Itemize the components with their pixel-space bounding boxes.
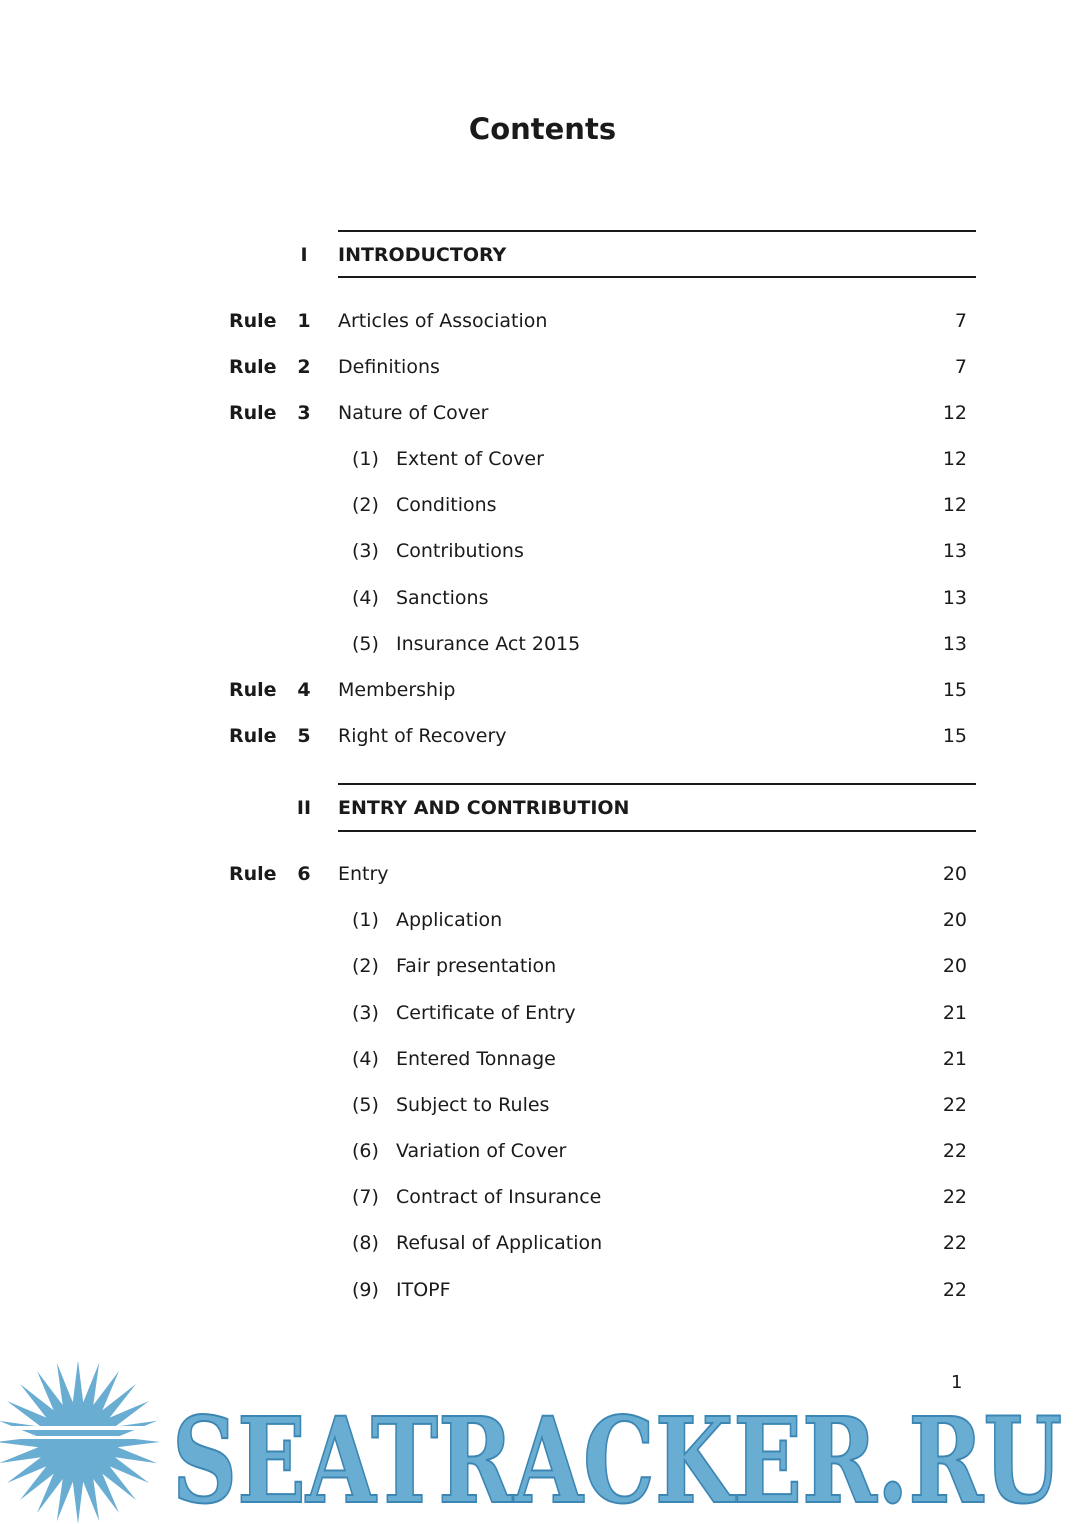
toc-subentry[interactable] [0,1090,1080,1120]
subentry-title: Subject to Rules [396,1094,550,1116]
rule-label: Rule [229,356,277,378]
toc-entry[interactable] [0,859,1080,889]
subentry-title: Contract of Insurance [396,1186,602,1208]
entry-title: Articles of Association [338,310,548,332]
toc-subentry[interactable] [0,444,1080,474]
page-title: Contents [468,112,617,146]
toc-subentry[interactable] [0,536,1080,566]
page-number: 15 [942,725,967,747]
toc-subentry[interactable] [0,629,1080,659]
toc-entry[interactable] [0,721,1080,751]
toc-entry[interactable] [0,398,1080,428]
section-top-rule [338,783,976,785]
toc-subentry[interactable] [0,951,1080,981]
subentry-title: Contributions [396,540,524,562]
subentry-title: Variation of Cover [396,1140,567,1162]
page-number: 12 [942,402,967,424]
subentry-number: (8) [352,1232,379,1254]
subentry-number: (3) [352,1002,379,1024]
subentry-title: Refusal of Application [396,1232,603,1254]
subentry-number: (1) [352,909,379,931]
subentry-title: Conditions [396,494,497,516]
subentry-title: Sanctions [396,587,489,609]
page-number: 13 [942,633,967,655]
toc-entry[interactable] [0,352,1080,382]
subentry-title: Application [396,909,503,931]
page-number: 7 [954,356,967,378]
subentry-title: Fair presentation [396,955,557,977]
toc-entry[interactable] [0,306,1080,336]
subentry-number: (6) [352,1140,379,1162]
entry-title: Nature of Cover [338,402,489,424]
page-number: 20 [942,909,967,931]
section-bottom-rule [338,276,976,278]
page-number: 20 [942,863,967,885]
toc-subentry[interactable] [0,1136,1080,1166]
rule-number: 5 [297,725,311,747]
page-number: 20 [942,955,967,977]
page-number: 22 [942,1186,967,1208]
section-title: ENTRY AND CONTRIBUTION [338,797,630,819]
page-number: 21 [942,1048,967,1070]
toc-subentry[interactable] [0,1275,1080,1305]
page-number: 12 [942,494,967,516]
section-title: INTRODUCTORY [338,244,507,266]
page-number: 22 [942,1140,967,1162]
page-number: 22 [942,1279,967,1301]
subentry-number: (2) [352,955,379,977]
entry-title: Entry [338,863,389,885]
entry-title: Right of Recovery [338,725,507,747]
subentry-number: (9) [352,1279,379,1301]
page-number: 21 [942,1002,967,1024]
subentry-title: Entered Tonnage [396,1048,556,1070]
subentry-number: (2) [352,494,379,516]
rule-label: Rule [229,310,277,332]
watermark-logo [0,1362,1080,1524]
rule-label: Rule [229,679,277,701]
section-numeral: I [300,244,308,266]
rule-number: 3 [297,402,311,424]
toc-subentry[interactable] [0,905,1080,935]
subentry-title: Certificate of Entry [396,1002,576,1024]
section-bottom-rule [338,830,976,832]
page-number: 12 [942,448,967,470]
toc-subentry[interactable] [0,490,1080,520]
page-number: 22 [942,1094,967,1116]
subentry-title: Insurance Act 2015 [396,633,581,655]
section-numeral: II [296,797,312,819]
page-folio: 1 [951,1372,963,1393]
page-number: 13 [942,540,967,562]
toc-subentry[interactable] [0,1228,1080,1258]
toc-subentry[interactable] [0,998,1080,1028]
toc-entry[interactable] [0,675,1080,705]
page-number: 13 [942,587,967,609]
entry-title: Definitions [338,356,440,378]
sun-burst-icon [0,1362,165,1524]
page-number: 15 [942,679,967,701]
rule-number: 4 [297,679,311,701]
rule-number: 2 [297,356,311,378]
toc-subentry[interactable] [0,1182,1080,1212]
page-number: 22 [942,1232,967,1254]
rule-label: Rule [229,402,277,424]
subentry-number: (5) [352,633,379,655]
subentry-number: (4) [352,587,379,609]
toc-subentry[interactable] [0,1044,1080,1074]
page-number: 7 [954,310,967,332]
rule-label: Rule [229,863,277,885]
subentry-number: (3) [352,540,379,562]
rule-label: Rule [229,725,277,747]
subentry-number: (1) [352,448,379,470]
subentry-title: ITOPF [396,1279,451,1301]
subentry-number: (4) [352,1048,379,1070]
rule-number: 1 [297,310,311,332]
toc-subentry[interactable] [0,583,1080,613]
subentry-number: (7) [352,1186,379,1208]
watermark-text: SEATRACKER.RU [172,1391,1062,1524]
entry-title: Membership [338,679,456,701]
subentry-title: Extent of Cover [396,448,544,470]
rule-number: 6 [297,863,311,885]
subentry-number: (5) [352,1094,379,1116]
section-top-rule [338,230,976,232]
